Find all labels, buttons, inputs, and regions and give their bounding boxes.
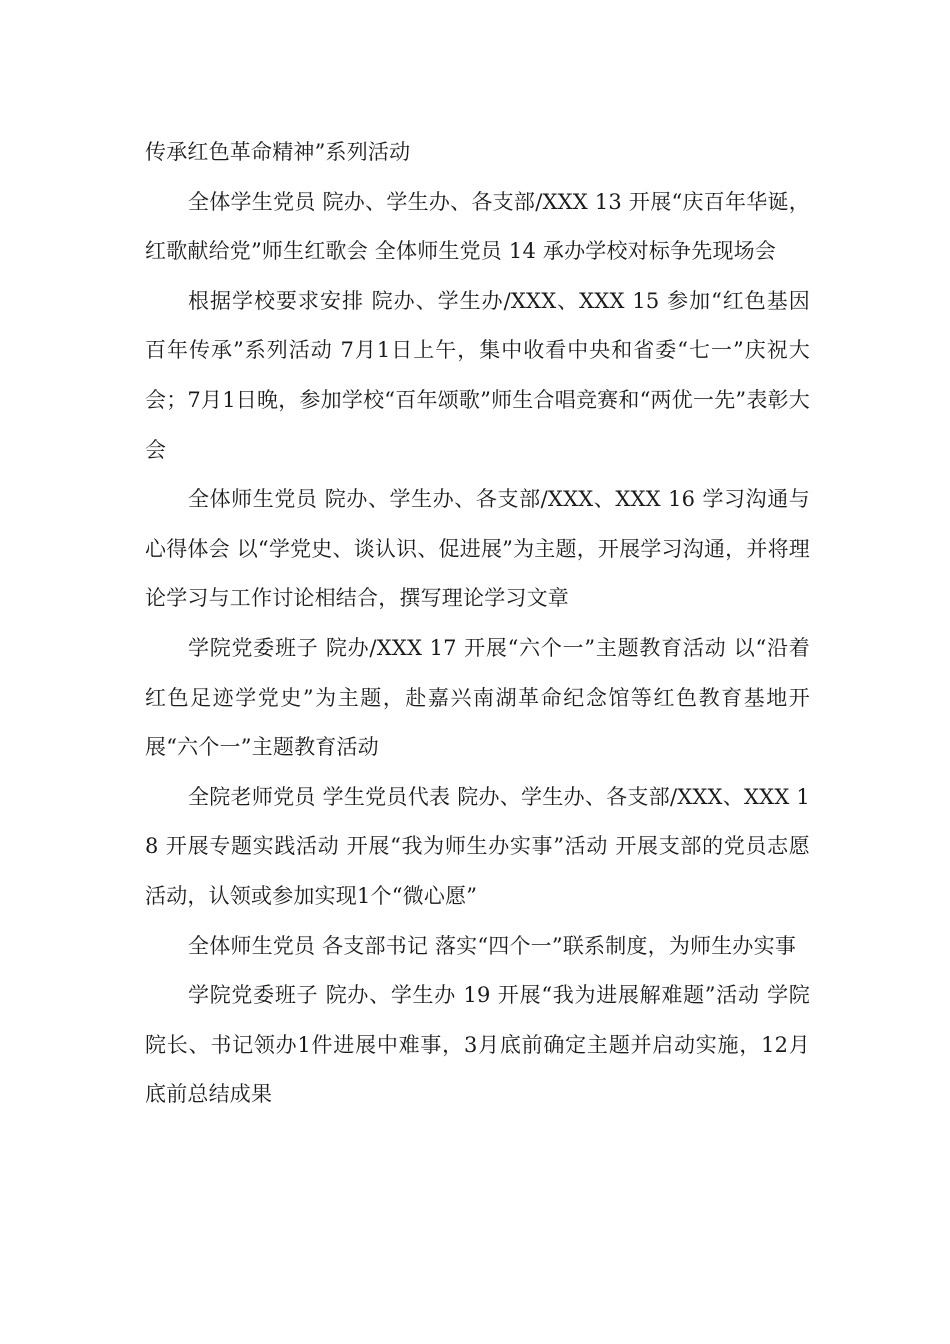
paragraph-1: 传承红色革命精神”系列活动 bbox=[145, 140, 411, 164]
paragraph-8: 学院党委班子 院办、学生办 19 开展“我为进展解难题”活动 学院院长、书记领办1件进展中难事，3月底前确定主题并启动实施，12月底前总结成果 bbox=[145, 983, 810, 1107]
document-body bbox=[145, 128, 810, 1120]
paragraph-5: 学院党委班子 院办/XXX 17 开展“六个一”主题教育活动 以“沿着红色足迹学党史”为主题，赴嘉兴南湖革命纪念馆等红色教育基地开展“六个一”主题教育活动 bbox=[145, 635, 810, 760]
paragraph-2: 全体学生党员 院办、学生办、各支部/XXX 13 开展“庆百年华诞，红歌献给党”师生红歌会 全体师生党员 14 承办学校对标争先现场会 bbox=[145, 189, 810, 264]
paragraph-4: 全体师生党员 院办、学生办、各支部/XXX、XXX 16 学习沟通与心得体会 以“学党史、谈认识、促进展”为主题，开展学习沟通，并将理论学习与工作讨论相结合，撰写理论学习文章 bbox=[145, 487, 810, 611]
paragraph-6: 全院老师党员 学生党员代表 院办、学生办、各支部/XXX、XXX 18 开展专题实践活动 开展“我为师生办实事”活动 开展支部的党员志愿活动，认领或参加实现1个“微心愿” bbox=[145, 784, 810, 908]
paragraph-3: 根据学校要求安排 院办、学生办/XXX、XXX 15 参加“红色基因百年传承”系列活动 7月1日上午，集中收看中央和省委“七一”庆祝大会；7月1日晚，参加学校“百年颂歌”师生合唱竞赛和“两优一先”表彰大会 bbox=[145, 288, 810, 462]
paragraph-7: 全体师生党员 各支部书记 落实“四个一”联系制度，为师生办实事 bbox=[188, 933, 797, 958]
